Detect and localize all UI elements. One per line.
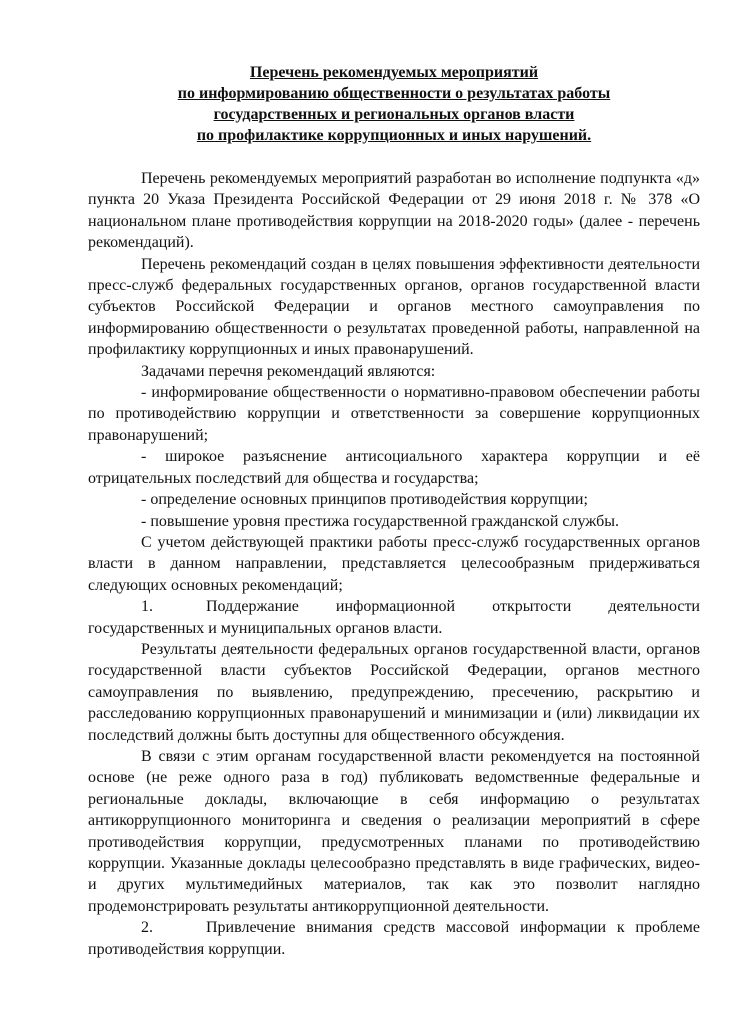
paragraph: Задачами перечня рекомендаций являются: xyxy=(141,362,436,380)
title-line: по информированию общественности о результатах работы xyxy=(177,85,611,102)
list-item: - повышение уровня престижа государственной гражданской службы. xyxy=(141,512,619,530)
item-number: 2. xyxy=(141,919,153,937)
list-item: - широкое разъяснение антисоциального характера коррупции и её отрицательных последствий для общества и государства; xyxy=(88,448,700,487)
title-line: Перечень рекомендуемых мероприятий xyxy=(249,64,539,81)
item-text: Поддержание информационной открытости деятельности государственных и муниципальных органов власти. xyxy=(88,598,700,637)
paragraph: В связи с этим органам государственной власти рекомендуется на постоянной основе (не реже одного раза в год) публиковать ведомственные федеральные и региональные доклады, включающие в себя информацию о результатах антикоррупционного мониторинга и сведения о реализации мероприятий в сфере противодействия коррупции, предусмотренных планами по противодействию коррупции. Указанные доклады целесообразно представлять в виде графических, видео- и других мультимедийных материалов, так как это позволит наглядно продемонстрировать результаты антикоррупционной деятельности. xyxy=(88,747,700,915)
title-line: государственных и региональных органов власти xyxy=(213,106,575,123)
numbered-item-1 xyxy=(88,596,700,639)
document-body xyxy=(88,168,700,960)
document-title xyxy=(88,62,700,146)
title-line: по профилактике коррупционных и иных нарушений. xyxy=(196,127,592,144)
paragraph: Перечень рекомендуемых мероприятий разработан во исполнение подпункта «д» пункта 20 Указа Президента Российской Федерации от 29 июня 2018 г. № 378 «О национальном плане противодействия коррупции на 2018-2020 годы» (далее - перечень рекомендаций). xyxy=(88,170,700,252)
item-number: 1. xyxy=(141,598,153,616)
list-item: - информирование общественности о нормативно-правовом обеспечении работы по противодействию коррупции и ответственности за совершение коррупционных правонарушений; xyxy=(88,384,700,444)
list-item: - определение основных принципов противодействия коррупции; xyxy=(141,491,588,509)
item-text: Привлечение внимания средств массовой информации к проблеме противодействия коррупции. xyxy=(88,919,700,958)
paragraph: С учетом действующей практики работы пресс-служб государственных органов власти в данном направлении, представляется целесообразным придерживаться следующих основных рекомендаций; xyxy=(88,533,700,594)
numbered-item-2 xyxy=(88,917,700,960)
paragraph: Результаты деятельности федеральных органов государственной власти, органов государственной власти субъектов Российской Федерации, органов местного самоуправления по выявлению, предупреждению, пресечению, раскрытию и расследованию коррупционных правонарушений и минимизации и (или) ликвидации их последствий должны быть доступны для общественного обсуждения. xyxy=(88,640,700,744)
paragraph: Перечень рекомендаций создан в целях повышения эффективности деятельности пресс-служб федеральных государственных органов, органов государственной власти субъектов Российской Федерации и органов местного самоуправления по информированию общественности о результатах проведенной работы, направленной на профилактику коррупционных и иных правонарушений. xyxy=(88,255,700,359)
